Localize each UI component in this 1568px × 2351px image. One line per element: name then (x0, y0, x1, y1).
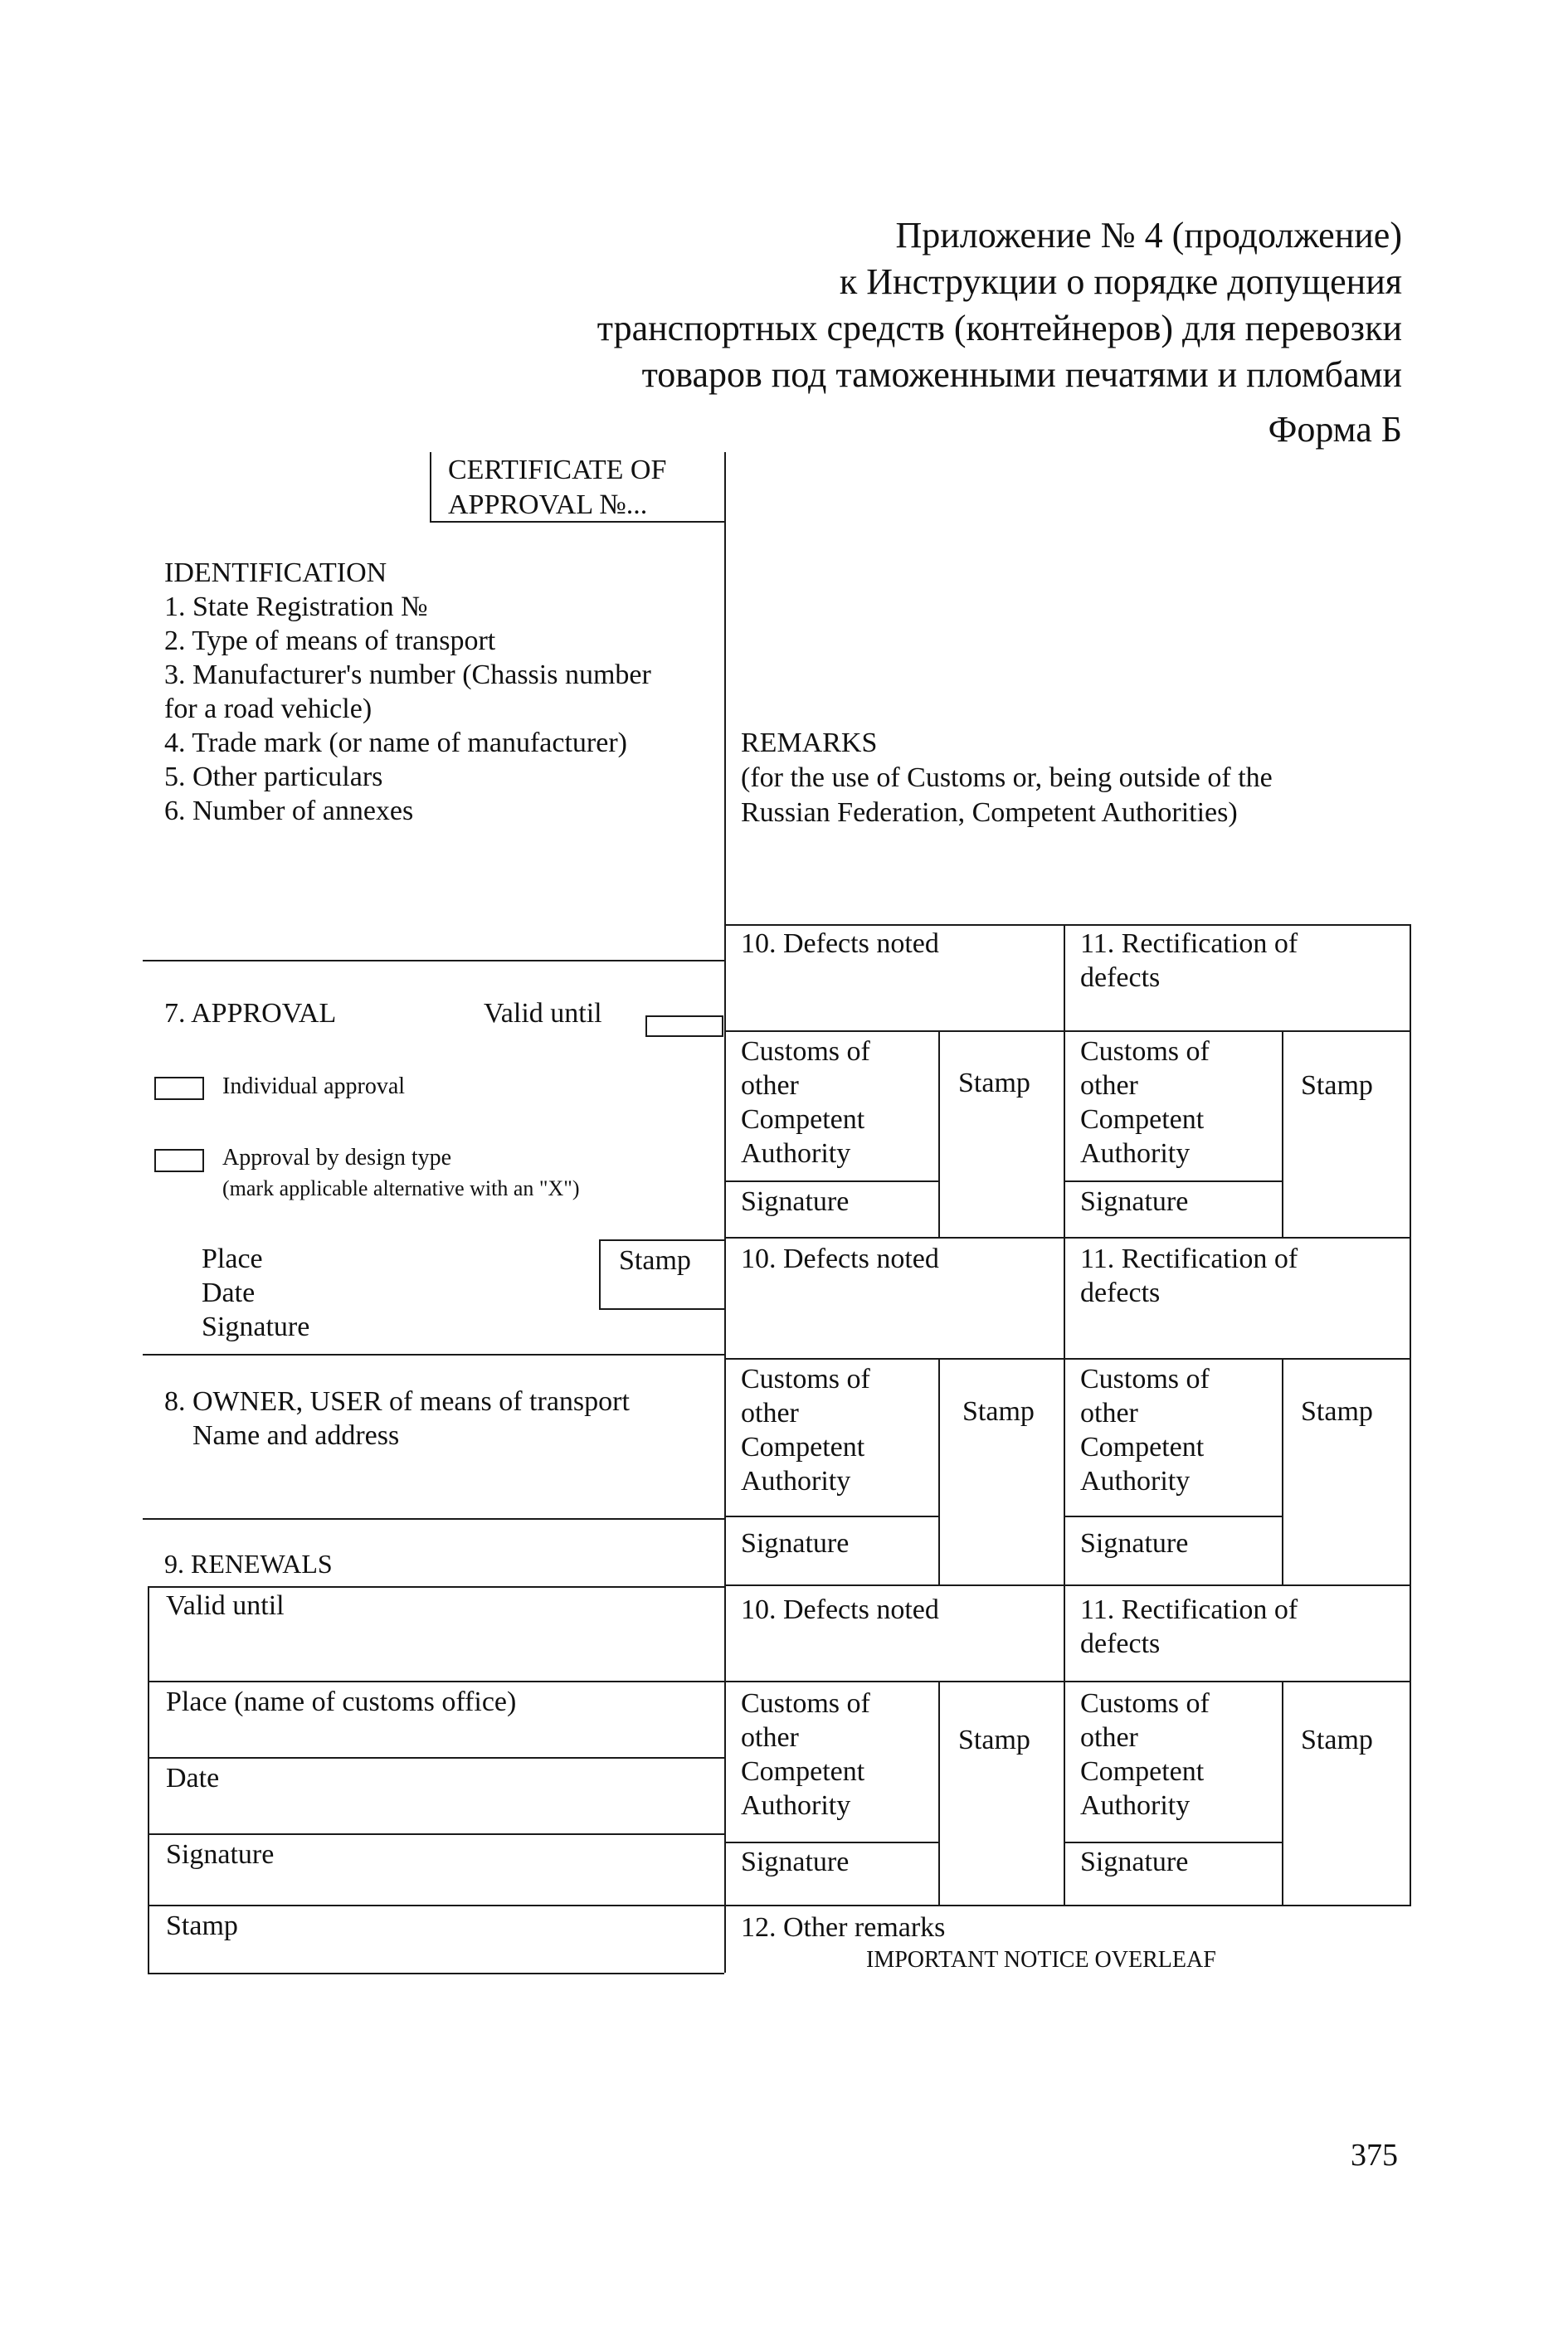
signature-label: Signature (202, 1312, 310, 1342)
header-line-2: к Инструкции о порядке допущения (839, 261, 1402, 302)
customs-authority-3a: Customs of other Competent Authority (741, 1688, 870, 1821)
place-label: Place (202, 1244, 263, 1274)
individual-approval-checkbox[interactable] (154, 1077, 204, 1100)
stamp-2b: Stamp (1301, 1396, 1373, 1427)
design-type-checkbox[interactable] (154, 1149, 204, 1172)
mark-note: (mark applicable alternative with an "X") (222, 1176, 580, 1200)
owner-title: 8. OWNER, USER of means of transport (164, 1386, 630, 1417)
approval-place-date-signature (202, 1242, 309, 1344)
customs-authority-2a: Customs of other Competent Authority (741, 1364, 870, 1497)
rectification-3-line-1: 11. Rectification of (1080, 1594, 1298, 1625)
header-line-1: Приложение № 4 (продолжение) (895, 215, 1402, 256)
customs-authority-1b: Customs of other Competent Authority (1080, 1036, 1210, 1169)
stamp-1b: Stamp (1301, 1070, 1373, 1101)
certificate-line-1: CERTIFICATE OF (448, 455, 667, 485)
identification-section (164, 556, 651, 828)
renewals-valid-until: Valid until (166, 1590, 285, 1621)
customs-authority-3b: Customs of other Competent Authority (1080, 1688, 1210, 1821)
other-remarks: 12. Other remarks (741, 1912, 946, 1943)
signature-2b: Signature (1080, 1528, 1189, 1559)
identification-item: 6. Number of annexes (164, 796, 414, 826)
individual-approval-label: Individual approval (222, 1073, 406, 1099)
defects-noted-2: 10. Defects noted (741, 1244, 939, 1274)
customs-authority-1a: Customs of other Competent Authority (741, 1036, 870, 1169)
divider-approval (143, 960, 724, 961)
approval-stamp-label: Stamp (619, 1245, 691, 1276)
certificate-line-2: APPROVAL №... (448, 489, 648, 520)
identification-item: 1. State Registration № (164, 591, 428, 622)
rectification-3-line-2: defects (1080, 1628, 1161, 1659)
divider-owner (143, 1354, 724, 1356)
stamp-1a: Stamp (958, 1068, 1030, 1098)
remarks-line-2: Russian Federation, Competent Authorities) (741, 797, 1238, 828)
rectification-2-line-2: defects (1080, 1278, 1161, 1308)
stamp-3b: Stamp (1301, 1725, 1373, 1755)
rectification-2-line-1: 11. Rectification of (1080, 1244, 1298, 1274)
divider-renewals (143, 1518, 724, 1520)
customs-authority-2b: Customs of other Competent Authority (1080, 1364, 1210, 1497)
signature-3b: Signature (1080, 1847, 1189, 1877)
stamp-3a: Stamp (958, 1725, 1030, 1755)
renewals-stamp: Stamp (166, 1910, 238, 1941)
signature-3a: Signature (741, 1847, 850, 1877)
date-label: Date (202, 1278, 256, 1308)
important-notice: IMPORTANT NOTICE OVERLEAF (866, 1947, 1216, 1973)
remarks-title: REMARKS (741, 728, 878, 758)
valid-until-label: Valid until (484, 998, 602, 1029)
identification-item: 2. Type of means of transport (164, 625, 496, 656)
remarks-line-1: (for the use of Customs or, being outside of the (741, 762, 1273, 793)
header-line-3: транспортных средств (контейнеров) для перевозки (597, 308, 1402, 348)
renewals-signature: Signature (166, 1839, 275, 1870)
signature-2a: Signature (741, 1528, 850, 1559)
defects-noted-3: 10. Defects noted (741, 1594, 939, 1625)
renewals-date: Date (166, 1763, 220, 1794)
identification-item: 4. Trade mark (or name of manufacturer) (164, 728, 627, 758)
defects-noted-1: 10. Defects noted (741, 928, 939, 959)
identification-item: 3. Manufacturer's number (Chassis number (164, 660, 651, 690)
valid-until-box[interactable] (645, 1015, 723, 1037)
signature-1b: Signature (1080, 1186, 1189, 1217)
approval-title: 7. APPROVAL (164, 998, 337, 1029)
design-type-label: Approval by design type (222, 1145, 452, 1171)
rectification-1-line-1: 11. Rectification of (1080, 928, 1298, 959)
owner-subtitle: Name and address (192, 1420, 400, 1451)
rectification-1-line-2: defects (1080, 962, 1161, 993)
stamp-2a: Stamp (962, 1396, 1035, 1427)
form-label: Форма Б (1268, 409, 1402, 450)
signature-1a: Signature (741, 1186, 850, 1217)
header-line-4: товаров под таможенными печатями и пломбами (641, 354, 1402, 395)
identification-title: IDENTIFICATION (164, 557, 387, 588)
identification-item: for a road vehicle) (164, 694, 373, 724)
page-number: 375 (1351, 2138, 1398, 2173)
identification-item: 5. Other particulars (164, 762, 383, 792)
renewals-title: 9. RENEWALS (164, 1549, 333, 1579)
renewals-place: Place (name of customs office) (166, 1687, 517, 1717)
